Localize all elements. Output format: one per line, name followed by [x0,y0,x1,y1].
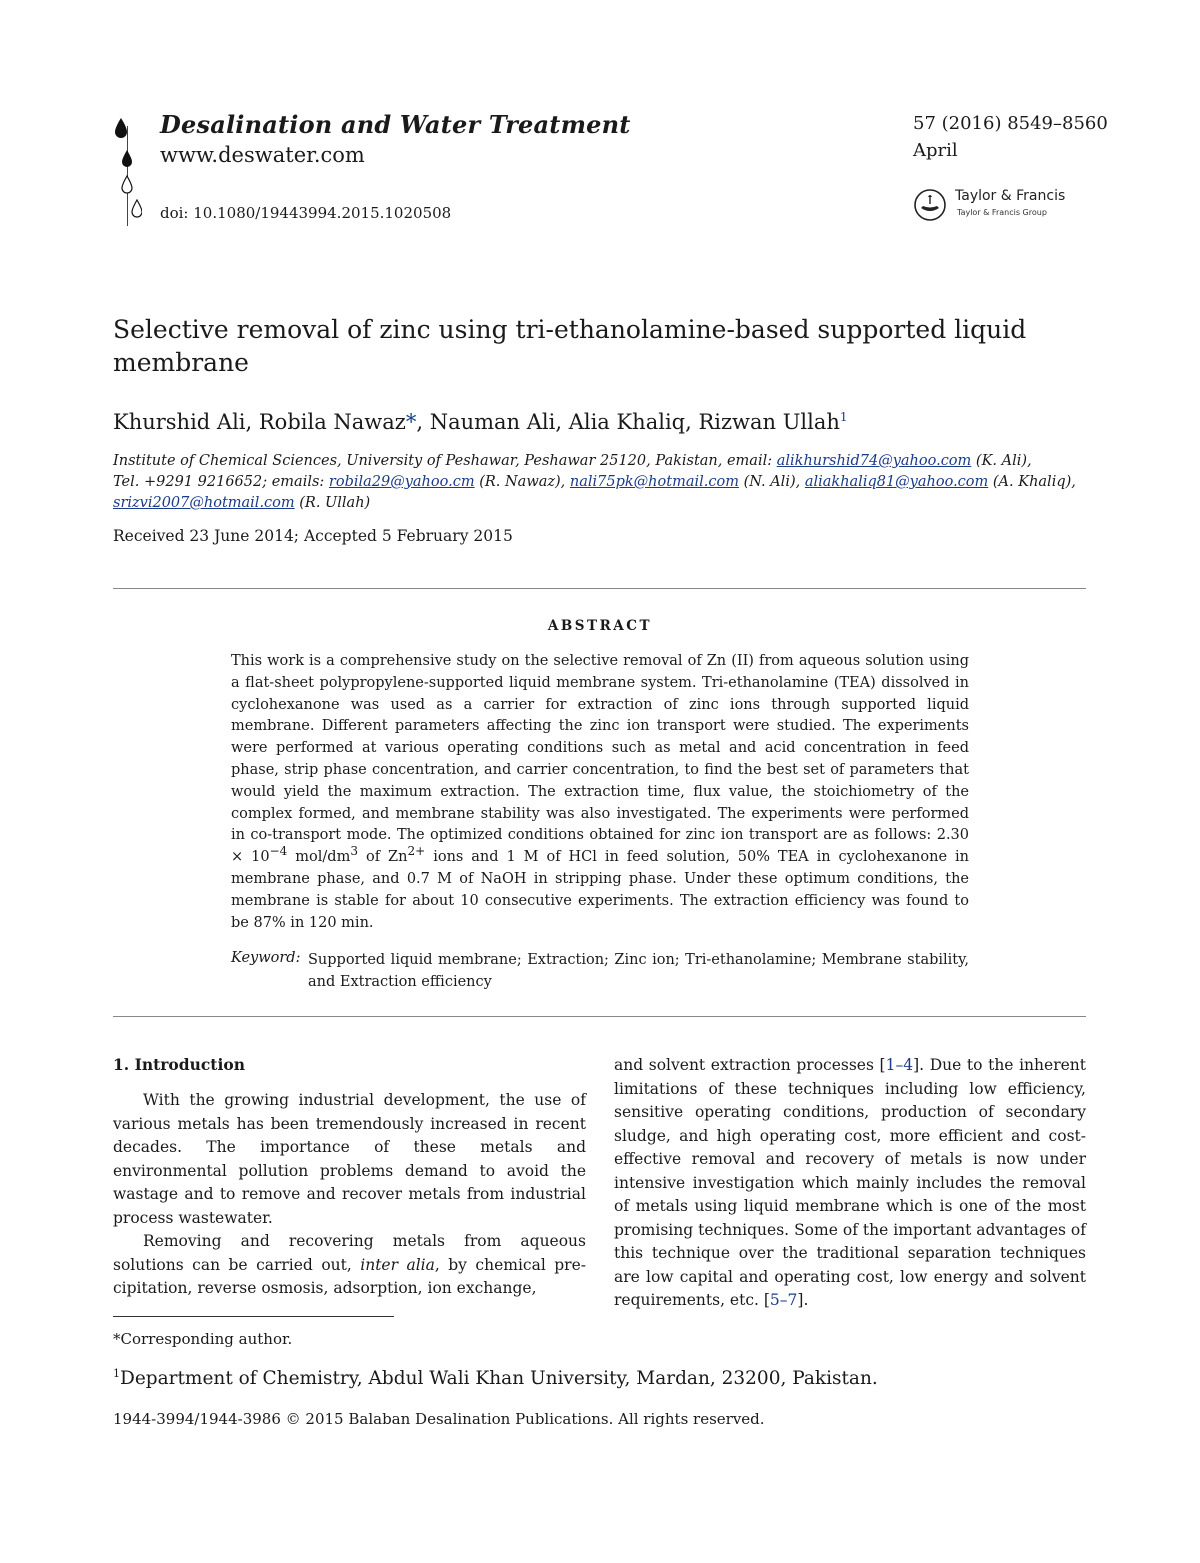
abstract-part: mol/dm [287,849,351,866]
abstract-text [231,651,969,934]
abstract-sup: 2+ [407,844,426,859]
abstract-part: This work is a comprehensive study on the selective removal of Zn (II) from aqueous solution using a flat-sheet polypropylene-supported liquid membrane system. Tri-ethanolamine (TEA) dissolved in cyclohexanone was used as a carrier for extraction of zinc ions through supported liquid membrane. Different parameters affecting the zinc ion transport were studied. The experiments were performed at various operating conditions such as metal and acid concentration in feed phase, strip phase concentration, and carrier concentration, to find the best set of parameters that would yield the maximum extraction. The extraction time, flux value, the stoichiometry of the complex formed, and membrane stability was also investigated. The experiments were performed in co-transport mode. The optimized conditions obtained for zinc ion transport are as follows: 2.30 × 10 [231,653,969,866]
abstract-heading: ABSTRACT [547,618,653,634]
divider-bottom [113,1016,1086,1017]
footnote-rule [113,1316,394,1317]
paragraph-part: ]. Due to the inherent limitations of these techniques including low efficiency, sensitive operating conditions, production of secondary sludge, and high operating cost, more efficient and cost-effective removal and recovery of metals is now under intensive investigation which mainly includes the removal of metals using liquid membrane which is one of the most promising techniques. Some of the important advantages of this technique over the traditional separation techniques are low capital and operating cost, low energy and solvent requirements, etc. [ [614,1056,1086,1309]
paragraph-part: and solvent extraction processes [ [614,1056,886,1074]
email-owner: (K. Ali), [971,453,1032,469]
body-column-left [113,1089,586,1301]
lamp-icon [913,188,947,222]
abstract-sup: 3 [350,844,359,859]
paper-title: Selective removal of zinc using tri-ethanolamine-based supported liquid membrane [113,315,1027,377]
authors-text: Khurshid Ali, Robila Nawaz*, Nauman Ali, Alia Khaliq, Rizwan Ullah [113,410,840,434]
journal-url[interactable]: www.deswater.com [160,143,365,167]
email-link[interactable]: robila29@yahoo.cm [328,474,475,490]
email-owner: (R. Ullah) [294,495,371,511]
publisher-name: Taylor & Francis [955,188,1066,204]
abstract-part: ions and 1 M of HCl in feed solution, 50% TEA in cyclohexanone in membrane phase, and 0.7 M of NaOH in stripping phase. Under these optimum conditions, the membrane is stable for about 10 consecutive experiments. The extraction efficiency was found to be 87% in 120 min. [231,849,969,931]
volume-pages: 57 (2016) 8549–8560 [913,113,1108,134]
email-link[interactable]: aliakhaliq81@yahoo.com [804,474,989,490]
affiliation [113,451,1083,514]
citation-link[interactable]: 1–4 [885,1056,914,1074]
email-owner: (A. Khaliq), [988,474,1076,490]
affil-line2: Tel. +9291 9216652; emails: [113,474,329,490]
footnote-affiliation [113,1368,878,1389]
email-link[interactable]: alikhurshid74@yahoo.com [776,453,972,469]
abstract-sup: −4 [269,844,288,859]
email-link[interactable]: srizvi2007@hotmail.com [113,495,295,511]
section-heading: 1. Introduction [113,1055,245,1074]
issue-month: April [913,140,958,161]
publisher-logo [913,186,1083,226]
paragraph: With the growing industrial development, the use of various metals has been tremendously increased in recent decades. The importance of these metals and environmental pollution problems demand to avoid the wastage and to remove and recover metals from industrial process wastewater. [113,1091,586,1227]
divider-top [113,588,1086,589]
paragraph-part: , by chemical precipitation, reverse osmosis, adsorption, ion exchange, [113,1255,586,1297]
affil-line1: Institute of Chemical Sciences, University of Peshawar, Peshawar 25120, Pakistan, email: [113,453,777,469]
publisher-group: Taylor & Francis Group [957,208,1047,217]
keywords: Supported liquid membrane; Extraction; Zinc ion; Tri-ethanolamine; Membrane stability, and Extraction efficiency [308,952,969,990]
journal-drops-logo [112,116,142,226]
journal-title: Desalination and Water Treatment [160,110,631,139]
email-owner: (N. Ali), [738,474,805,490]
email-link[interactable]: nali75pk@hotmail.com [569,474,739,490]
abstract-part: of Zn [358,849,408,866]
footnote-mark: 1 [113,1366,120,1380]
corresponding-star[interactable]: * [405,410,417,434]
author-list [113,410,848,434]
paragraph-part: Removing and recovering metals from aqueous solutions can be carried out, [113,1232,586,1274]
paragraph-part: ]. [797,1291,809,1309]
author-affil-mark[interactable]: 1 [839,410,848,424]
paragraph [614,1054,1086,1313]
copyright-line: 1944-3994/1944-3986 © 2015 Balaban Desalination Publications. All rights reserved. [113,1410,765,1428]
footnote-corresponding: *Corresponding author. [113,1330,293,1348]
citation-link[interactable]: 5–7 [769,1291,798,1309]
paragraph [113,1230,586,1301]
paragraph-italic: inter alia [360,1255,435,1274]
received-dates: Received 23 June 2014; Accepted 5 February 2015 [113,527,513,545]
keyword-label: Keyword: [231,950,301,966]
footnote-text: Department of Chemistry, Abdul Wali Khan University, Mardan, 23200, Pakistan. [120,1368,878,1389]
body-column-right [614,1054,1086,1313]
doi[interactable]: doi: 10.1080/19443994.2015.1020508 [160,204,452,222]
email-owner: (R. Nawaz), [474,474,570,490]
